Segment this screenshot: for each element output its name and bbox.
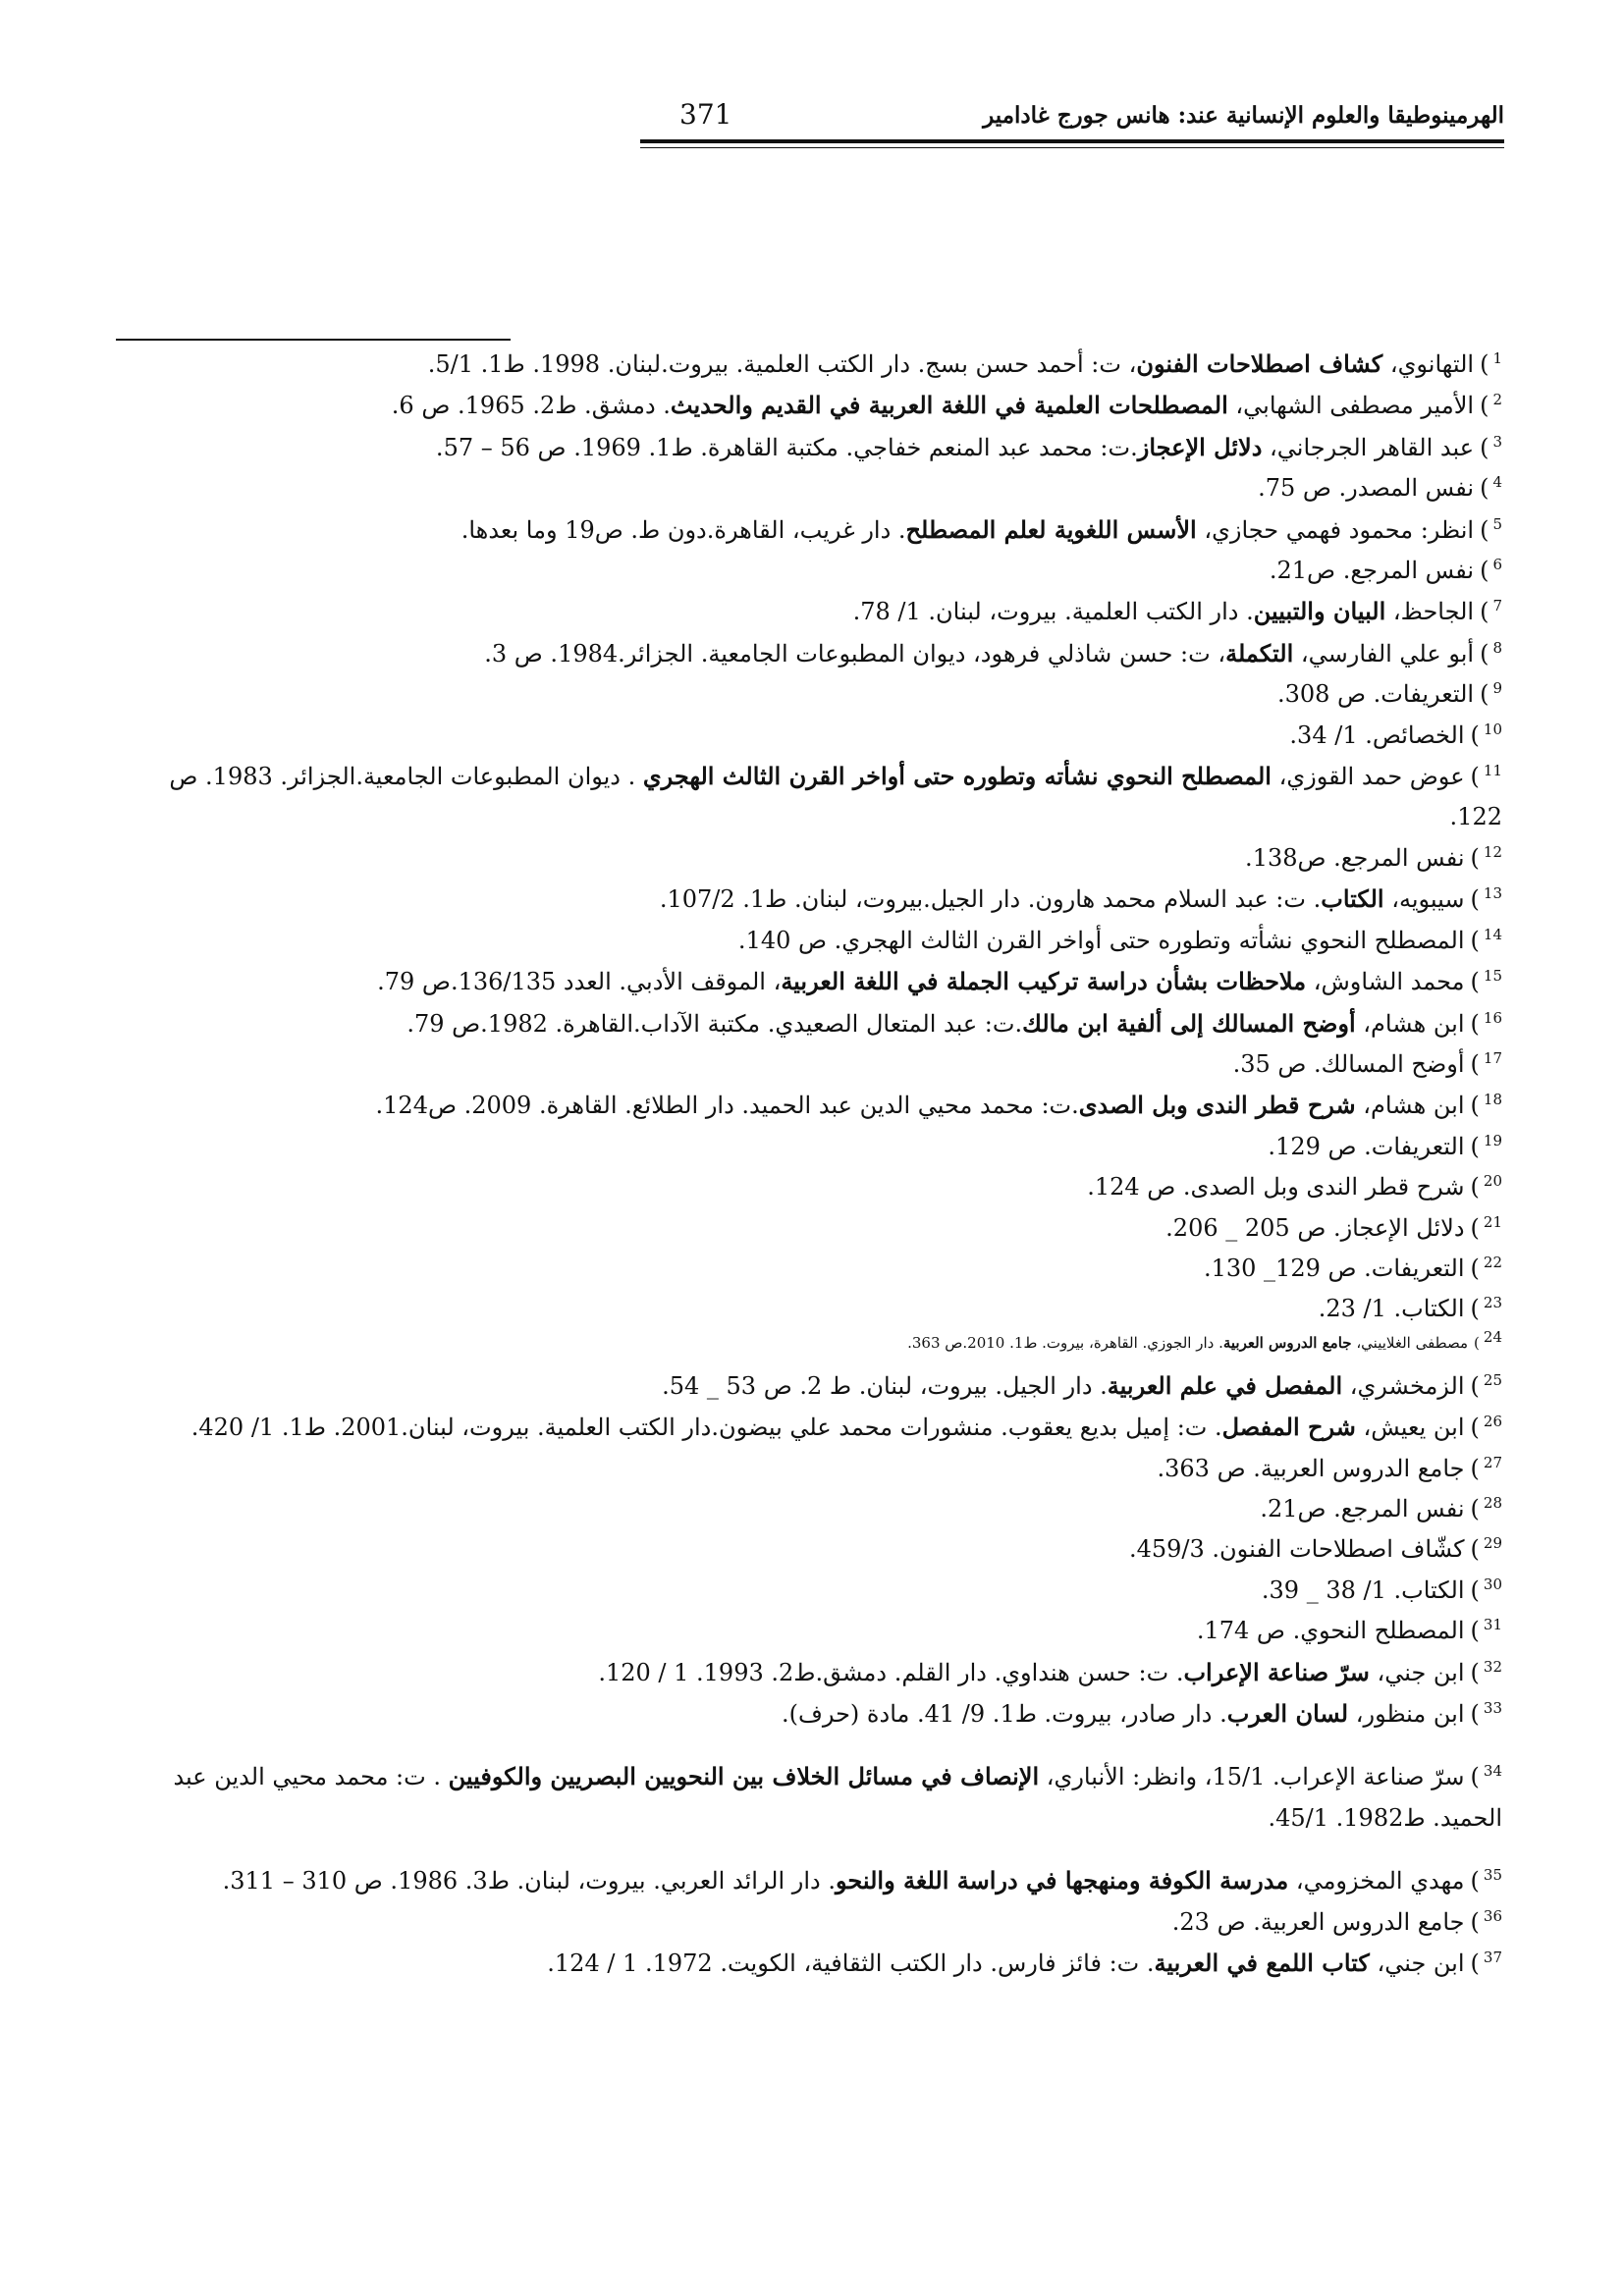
footnote-text: عوض حمد القوزي، (1271, 763, 1465, 791)
footnote-text: ابن منظور، (1348, 1700, 1465, 1728)
footnote-title: كشاف اصطلاحات الفنون (1136, 349, 1383, 378)
footnote-text: سرّ صناعة الإعراب. 15/1، وانظر: الأنباري، (1039, 1763, 1465, 1791)
footnote-number: 32 (1483, 1657, 1502, 1676)
footnote-33 (113, 1693, 1502, 1735)
footnote-number: 26 (1483, 1413, 1502, 1431)
footnote-text: المصطلح النحوي. ص 174. (1196, 1617, 1465, 1645)
footnote-paren: ) (1470, 1949, 1480, 1978)
footnote-number: 30 (1483, 1575, 1502, 1593)
footnote-paren: ) (1480, 350, 1489, 378)
footnote-paren: ) (1480, 433, 1489, 461)
footnote-paren: ) (1470, 1371, 1480, 1400)
footnote-separator (116, 339, 511, 341)
footnote-title: الأسس اللغوية لعلم المصطلح (905, 514, 1197, 544)
footnote-number: 25 (1483, 1370, 1502, 1389)
footnote-number: 5 (1492, 514, 1502, 533)
footnote-12 (113, 838, 1502, 879)
footnote-number: 17 (1483, 1048, 1502, 1067)
page-number: 371 (679, 98, 732, 131)
footnote-text: . ت: عبد السلام محمد هارون. دار الجيل.بيروت، لبنان. ط1. 107/2. (659, 885, 1322, 914)
footnote-text: ابن جني، (1369, 1658, 1465, 1686)
footnote-text: . ت: فائز فارس. دار الكتب الثقافية، الكويت. 1972. 1 / 124. (547, 1949, 1155, 1978)
footnote-2 (113, 385, 1502, 426)
footnote-number: 11 (1483, 762, 1502, 780)
footnote-1 (113, 344, 1502, 385)
footnote-text: نفس المصدر. ص 75. (1258, 474, 1475, 503)
footnote-number: 35 (1483, 1866, 1502, 1885)
footnote-paren: ) (1470, 1414, 1480, 1442)
footnote-text: التهانوي، (1382, 350, 1475, 378)
footnote-list (113, 344, 1502, 1984)
footnote-title: شرح المفصل (1221, 1413, 1356, 1442)
footnote-22 (113, 1249, 1502, 1289)
footnote-title: دلائل الإعجاز (1137, 432, 1263, 461)
footnote-number: 20 (1483, 1172, 1502, 1191)
footnote-number: 27 (1483, 1453, 1502, 1471)
footnote-title: شرح قطر الندى وبل الصدى (1078, 1091, 1356, 1120)
footnote-text: . دار الكتب العلمية. بيروت، لبنان. 1/ 78. (852, 598, 1254, 626)
footnote-24 (113, 1327, 1502, 1356)
footnote-paren: ) (1470, 926, 1480, 954)
footnote-25 (113, 1365, 1502, 1407)
footnote-text: . دار صادر، بيروت. ط1. 9/ 41. مادة (حرف). (781, 1700, 1227, 1728)
footnote-title: سرّ صناعة الإعراب (1183, 1657, 1370, 1686)
footnote-35 (113, 1860, 1502, 1901)
footnote-text: كشّاف اصطلاحات الفنون. 459/3. (1128, 1535, 1465, 1564)
footnote-title: ملاحظات بشأن دراسة تركيب الجملة في اللغة العربية (781, 967, 1307, 996)
footnote-29 (113, 1529, 1502, 1570)
footnote-title: الإنصاف في مسائل الخلاف بين النحويين البصريين والكوفيين (448, 1762, 1040, 1791)
footnote-19 (113, 1127, 1502, 1167)
footnote-number: 37 (1483, 1949, 1502, 1967)
footnote-30 (113, 1571, 1502, 1611)
footnote-text: ، ت: أحمد حسن بسج. دار الكتب العلمية. بيروت.لبنان. 1998. ط1. 5/1. (427, 350, 1137, 378)
footnote-text: أوضح المسالك. ص 35. (1232, 1049, 1465, 1078)
footnote-paren: ) (1470, 968, 1480, 996)
footnote-paren: ) (1474, 1333, 1480, 1352)
footnote-number: 34 (1483, 1762, 1502, 1781)
footnote-text: ابن هشام، (1355, 1092, 1465, 1120)
footnote-paren: ) (1470, 763, 1480, 791)
footnote-28 (113, 1489, 1502, 1529)
footnote-text: التعريفات. ص 129. (1268, 1132, 1465, 1160)
footnote-title: المفصل في علم العربية (1107, 1370, 1343, 1400)
footnote-number: 19 (1483, 1131, 1502, 1149)
header-rule-thin (640, 147, 1504, 148)
footnote-title: مدرسة الكوفة ومنهجها في دراسة اللغة والنحو (835, 1866, 1289, 1896)
footnote-paren: ) (1470, 1867, 1480, 1896)
footnote-31 (113, 1611, 1502, 1651)
footnote-paren: ) (1470, 1213, 1480, 1242)
footnote-paren: ) (1480, 474, 1489, 503)
footnote-text: المصطلح النحوي نشأته وتطوره حتى أواخر القرن الثالث الهجري. ص 140. (737, 926, 1465, 954)
footnote-text: ، الموقف الأدبي. العدد 136/135.ص 79. (377, 968, 782, 996)
footnote-paren: ) (1480, 515, 1489, 544)
footnote-15 (113, 961, 1502, 1002)
footnote-number: 24 (1483, 1327, 1502, 1346)
footnote-text: دلائل الإعجاز. ص 205 _ 206. (1165, 1213, 1465, 1242)
footnote-text: . دار الجوزي. القاهرة، بيروت. ط1. 2010.ص 363. (907, 1333, 1223, 1352)
footnote-paren: ) (1470, 1658, 1480, 1686)
footnote-text: .ت: محمد عبد المنعم خفاجي. مكتبة القاهرة. ط1. 1969. ص 56 – 57. (435, 433, 1138, 461)
footnote-text: نفس المرجع. ص21. (1260, 1494, 1465, 1522)
footnote-paren: ) (1470, 1254, 1480, 1282)
footnote-32 (113, 1652, 1502, 1693)
footnote-title: جامع الدروس العربية (1222, 1333, 1352, 1352)
footnote-paren: ) (1470, 1092, 1480, 1120)
footnote-number: 8 (1492, 638, 1502, 657)
footnote-27 (113, 1449, 1502, 1489)
footnote-text: شرح قطر الندى وبل الصدى. ص 124. (1087, 1173, 1465, 1201)
footnote-text: محمد الشاوش، (1306, 968, 1465, 996)
footnote-text: نفس المرجع. ص138. (1245, 843, 1465, 872)
footnote-title: لسان العرب (1226, 1699, 1349, 1728)
footnote-paren: ) (1470, 1049, 1480, 1078)
footnote-paren: ) (1470, 843, 1480, 872)
footnote-number: 33 (1483, 1699, 1502, 1717)
footnote-paren: ) (1470, 1700, 1480, 1728)
footnote-37 (113, 1943, 1502, 1984)
footnote-title: الكتاب (1321, 884, 1384, 914)
footnote-text: . ت: حسن هنداوي. دار القلم. دمشق.ط2. 1993. 1 / 120. (598, 1658, 1184, 1686)
footnote-11 (113, 756, 1502, 838)
footnote-text: . ت: إميل بديع يعقوب. منشورات محمد علي بيضون.دار الكتب العلمية. بيروت، لبنان.2001. ط1. 1/ 420. (190, 1414, 1222, 1442)
footnote-paren: ) (1470, 1132, 1480, 1160)
footnote-text: ابن يعيش، (1355, 1414, 1465, 1442)
footnote-number: 9 (1492, 679, 1502, 698)
footnote-number: 14 (1483, 925, 1502, 943)
footnote-text: عبد القاهر الجرجاني، (1262, 433, 1475, 461)
footnote-18 (113, 1085, 1502, 1126)
footnote-text: الكتاب. 1/ 38 _ 39. (1261, 1575, 1465, 1604)
footnote-text: . ديوان المطبوعات الجامعية.الجزائر. 1983. ص 122. (169, 763, 1502, 831)
footnote-text: الزمخشري، (1342, 1371, 1465, 1400)
footnote-paren: ) (1470, 1173, 1480, 1201)
footnote-text: .ت: عبد المتعال الصعيدي. مكتبة الآداب.القاهرة. 1982.ص 79. (406, 1009, 1023, 1038)
footnote-text: الكتاب. 1/ 23. (1318, 1295, 1465, 1323)
footnote-text: .ت: محمد محيي الدين عبد الحميد. دار الطلائع. القاهرة. 2009. ص124. (375, 1092, 1079, 1120)
footnote-paren: ) (1470, 1009, 1480, 1038)
footnote-number: 4 (1492, 473, 1502, 492)
footnote-text: مهدي المخزومي، (1288, 1867, 1465, 1896)
footnote-number: 23 (1483, 1294, 1502, 1312)
footnote-9 (113, 674, 1502, 715)
footnote-paren: ) (1470, 1454, 1480, 1482)
header-title: الهرمينوطيقا والعلوم الإنسانية عند: هانس جورج غادامير (983, 102, 1504, 129)
footnote-title: أوضح المسالك إلى ألفية ابن مالك (1022, 1008, 1356, 1038)
footnote-6 (113, 551, 1502, 591)
footnote-number: 21 (1483, 1212, 1502, 1231)
footnote-number: 31 (1483, 1616, 1502, 1634)
footnote-8 (113, 633, 1502, 674)
footnote-title: كتاب اللمع في العربية (1154, 1949, 1370, 1978)
footnote-title: التكملة (1225, 638, 1294, 667)
footnote-5 (113, 509, 1502, 551)
footnote-number: 13 (1483, 884, 1502, 903)
footnote-number: 29 (1483, 1534, 1502, 1553)
footnote-7 (113, 591, 1502, 632)
footnote-text: الأمير مصطفى الشهابي، (1227, 392, 1475, 420)
footnote-text: التعريفات. ص 308. (1276, 680, 1475, 709)
footnote-text: ابن هشام، (1355, 1009, 1465, 1038)
footnote-number: 28 (1483, 1493, 1502, 1512)
footnote-text: . ت: محمد محيي الدين عبد الحميد. ط1982. 45/1. (173, 1763, 1502, 1832)
footnote-number: 3 (1492, 432, 1502, 451)
footnote-number: 7 (1492, 597, 1502, 615)
footnote-34 (113, 1756, 1502, 1839)
footnote-paren: ) (1470, 1295, 1480, 1323)
footnote-number: 12 (1483, 842, 1502, 861)
footnote-paren: ) (1470, 1535, 1480, 1564)
footnote-paren: ) (1480, 392, 1489, 420)
running-header (640, 96, 1504, 135)
footnote-text: . دار الجيل. بيروت، لبنان. ط 2. ص 53 _ 54. (662, 1371, 1108, 1400)
footnote-text: . دمشق. ط2. 1965. ص 6. (391, 392, 671, 420)
footnote-text: مصطفى الغلاييني، (1351, 1333, 1469, 1352)
footnote-paren: ) (1470, 1494, 1480, 1522)
footnote-21 (113, 1208, 1502, 1249)
footnote-text: انظر: محمود فهمي حجازي، (1196, 515, 1475, 544)
footnote-text: جامع الدروس العربية. ص 23. (1171, 1907, 1465, 1936)
footnote-text: ابن جني، (1369, 1949, 1465, 1978)
footnote-paren: ) (1480, 598, 1489, 626)
footnote-13 (113, 879, 1502, 920)
footnote-number: 16 (1483, 1008, 1502, 1027)
footnote-text: . دار غريب، القاهرة.دون ط. ص19 وما بعدها. (460, 515, 906, 544)
footnote-text: جامع الدروس العربية. ص 363. (1157, 1454, 1465, 1482)
footnote-paren: ) (1480, 680, 1489, 709)
footnote-10 (113, 716, 1502, 756)
footnote-3 (113, 427, 1502, 468)
footnote-paren: ) (1480, 639, 1489, 667)
footnote-4 (113, 468, 1502, 508)
footnote-title: المصطلحات العلمية في اللغة العربية في القديم والحديث (670, 391, 1228, 420)
header-rule-thick (640, 139, 1504, 143)
footnote-36 (113, 1902, 1502, 1943)
footnote-text: الخصائص. 1/ 34. (1289, 721, 1465, 749)
footnote-paren: ) (1470, 1763, 1480, 1791)
footnote-number: 10 (1483, 720, 1502, 738)
footnote-paren: ) (1480, 557, 1489, 585)
footnote-text: أبو علي الفارسي، (1293, 639, 1475, 667)
footnote-number: 36 (1483, 1906, 1502, 1925)
footnote-paren: ) (1470, 1617, 1480, 1645)
footnote-14 (113, 921, 1502, 961)
footnote-paren: ) (1470, 885, 1480, 914)
footnote-23 (113, 1289, 1502, 1329)
footnote-number: 1 (1492, 349, 1502, 367)
footnote-title: المصطلح النحوي نشأته وتطوره حتى أواخر القرن الثالث الهجري (642, 762, 1272, 791)
footnote-paren: ) (1470, 1907, 1480, 1936)
footnote-paren: ) (1470, 1575, 1480, 1604)
footnote-paren: ) (1470, 721, 1480, 749)
footnote-text: . دار الرائد العربي. بيروت، لبنان. ط3. 1986. ص 310 – 311. (222, 1867, 836, 1896)
footnote-number: 2 (1492, 391, 1502, 409)
footnote-text: ، ت: حسن شاذلي فرهود، ديوان المطبوعات الجامعية. الجزائر.1984. ص 3. (484, 639, 1226, 667)
footnote-title: البيان والتبيين (1253, 597, 1386, 626)
footnote-20 (113, 1167, 1502, 1207)
footnote-text: نفس المرجع. ص21. (1269, 557, 1475, 585)
footnote-text: التعريفات. ص 129_ 130. (1203, 1254, 1465, 1282)
footnote-17 (113, 1044, 1502, 1085)
footnote-number: 22 (1483, 1253, 1502, 1271)
footnote-number: 15 (1483, 967, 1502, 986)
footnote-16 (113, 1003, 1502, 1044)
footnote-text: سيبويه، (1383, 885, 1465, 914)
footnote-number: 6 (1492, 556, 1502, 574)
footnote-number: 18 (1483, 1091, 1502, 1109)
footnote-26 (113, 1407, 1502, 1448)
footnote-text: الجاحظ، (1385, 598, 1475, 626)
